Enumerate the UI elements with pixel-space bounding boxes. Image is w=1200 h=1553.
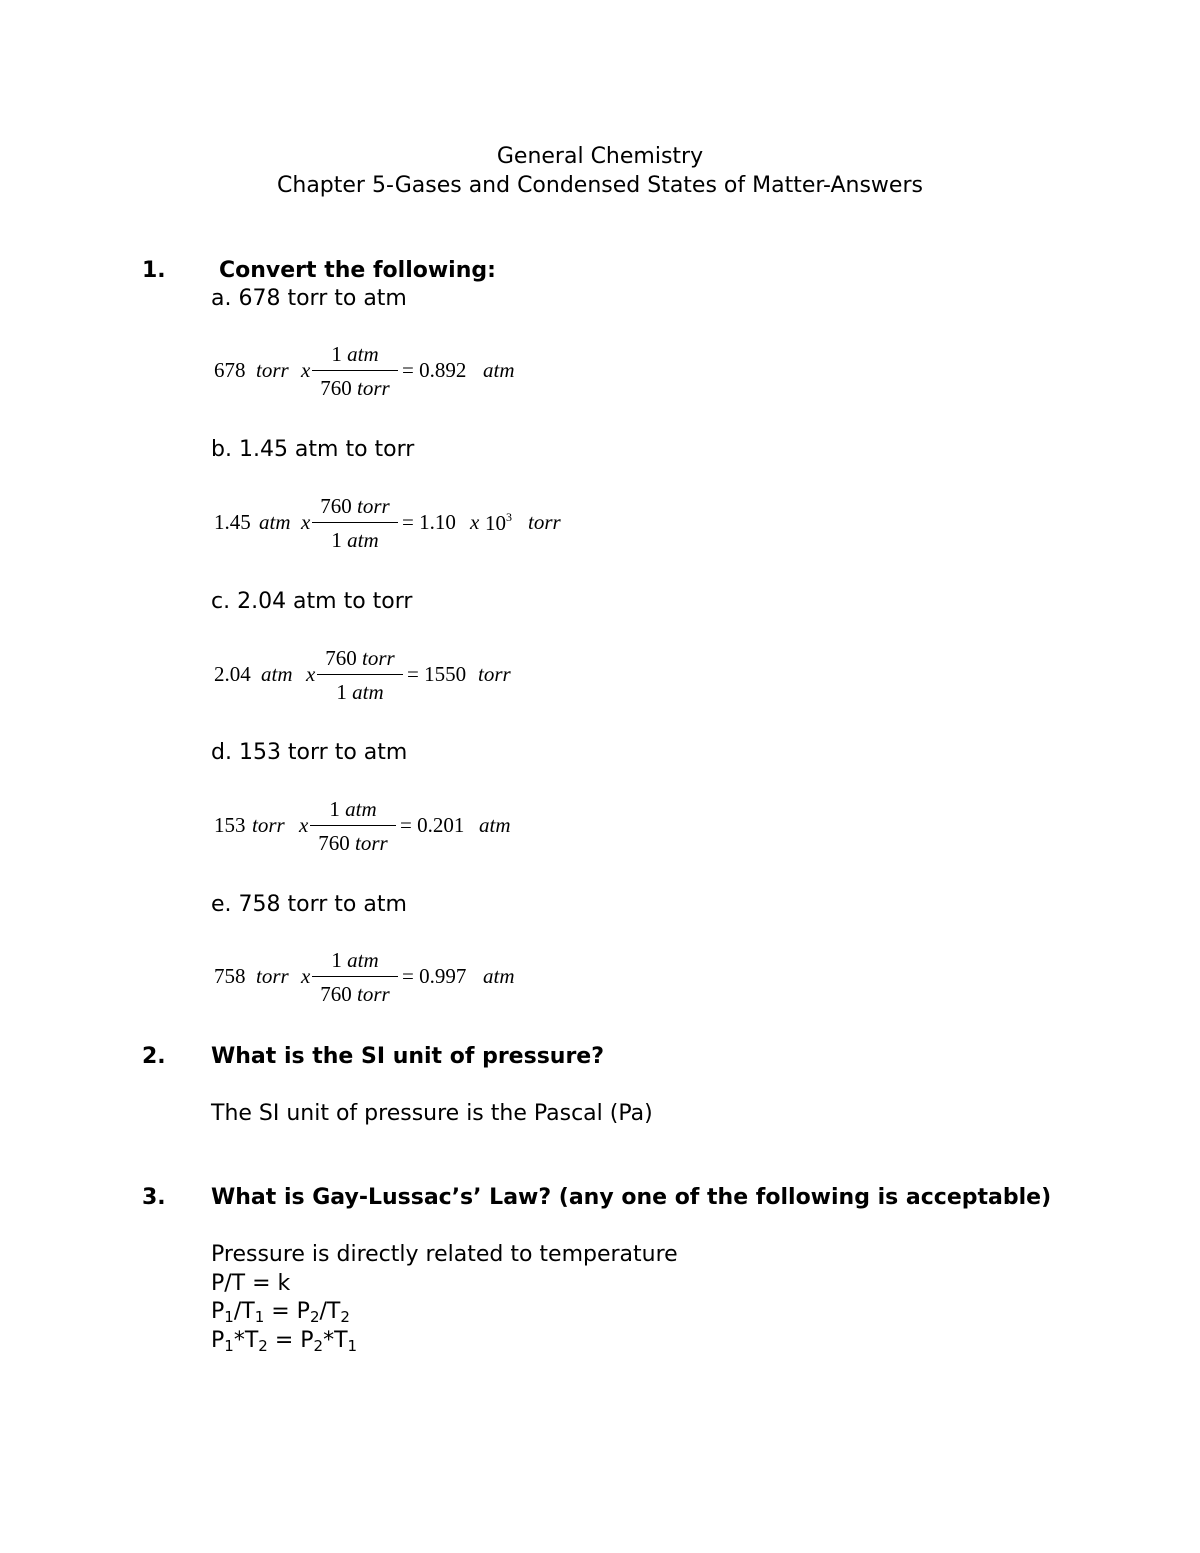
lhs-unit: torr	[256, 964, 289, 988]
numerator: 1 atm	[331, 342, 379, 366]
times-sign: x	[301, 358, 311, 382]
equation-d	[214, 797, 534, 857]
numerator: 1 atm	[331, 948, 379, 972]
equation-a	[214, 342, 534, 402]
fraction-bar	[312, 522, 398, 523]
question-3-answer-2: P/T = k	[211, 1271, 291, 1296]
result-unit: atm	[483, 358, 515, 382]
times-sign: x	[306, 662, 316, 686]
result-unit: atm	[479, 813, 511, 837]
item-c-label: c. 2.04 atm to torr	[211, 589, 413, 614]
result-unit: atm	[483, 964, 515, 988]
lhs-value: 758	[214, 964, 246, 988]
result-exponent: $10^3$	[485, 510, 512, 535]
numerator: 760 torr	[325, 646, 395, 670]
times-sign: x	[301, 510, 311, 534]
result-value: = 0.892	[402, 358, 467, 382]
fraction-bar	[310, 825, 396, 826]
result-times-sign: x	[470, 510, 480, 534]
item-d-label: d. 153 torr to atm	[211, 740, 408, 765]
question-3-number: 3.	[142, 1185, 166, 1210]
question-3-answer-4: $P_1*T_2 = P_2*T_1$	[211, 1328, 358, 1355]
fraction-bar	[312, 370, 398, 371]
question-3-answer-3: $P_1/T_1 = P_2/T_2$	[211, 1299, 350, 1326]
question-3-answer-1: Pressure is directly related to temperature	[211, 1242, 678, 1267]
item-a-label: a. 678 torr to atm	[211, 286, 407, 311]
lhs-unit: torr	[252, 813, 285, 837]
question-3-prompt: What is Gay-Lussac’s’ Law? (any one of the following is acceptable)	[211, 1185, 1052, 1210]
lhs-unit: atm	[261, 662, 293, 686]
question-1-prompt: Convert the following:	[219, 258, 496, 283]
equation-b	[214, 494, 594, 554]
fraction-bar	[317, 674, 403, 675]
denominator: 760 torr	[320, 982, 390, 1006]
result-value: = 0.997	[402, 964, 467, 988]
result-value: = 1550	[407, 662, 467, 686]
item-b-label: b. 1.45 atm to torr	[211, 437, 415, 462]
lhs-value: 2.04	[214, 662, 251, 686]
result-unit: torr	[478, 662, 511, 686]
times-sign: x	[301, 964, 311, 988]
equation-c	[214, 646, 534, 706]
course-title: General Chemistry	[496, 144, 704, 169]
result-unit: torr	[528, 510, 561, 534]
question-2-prompt: What is the SI unit of pressure?	[211, 1044, 604, 1069]
result-value: = 0.201	[400, 813, 465, 837]
question-1-number: 1.	[142, 258, 166, 283]
lhs-unit: atm	[259, 510, 291, 534]
item-e-label: e. 758 torr to atm	[211, 892, 407, 917]
lhs-value: 678	[214, 358, 246, 382]
times-sign: x	[299, 813, 309, 837]
lhs-value: 153	[214, 813, 246, 837]
result-value: = 1.10	[402, 510, 456, 534]
fraction-bar	[312, 976, 398, 977]
question-2-answer: The SI unit of pressure is the Pascal (Pa)	[211, 1101, 653, 1126]
denominator: 1 atm	[336, 680, 384, 704]
question-2-number: 2.	[142, 1044, 166, 1069]
numerator: 1 atm	[329, 797, 377, 821]
numerator: 760 torr	[320, 494, 390, 518]
lhs-unit: torr	[256, 358, 289, 382]
denominator: 760 torr	[318, 831, 388, 855]
lhs-value: 1.45	[214, 510, 251, 534]
denominator: 760 torr	[320, 376, 390, 400]
chapter-title: Chapter 5-Gases and Condensed States of Matter-Answers	[277, 173, 923, 198]
denominator: 1 atm	[331, 528, 379, 552]
equation-e	[214, 948, 534, 1008]
